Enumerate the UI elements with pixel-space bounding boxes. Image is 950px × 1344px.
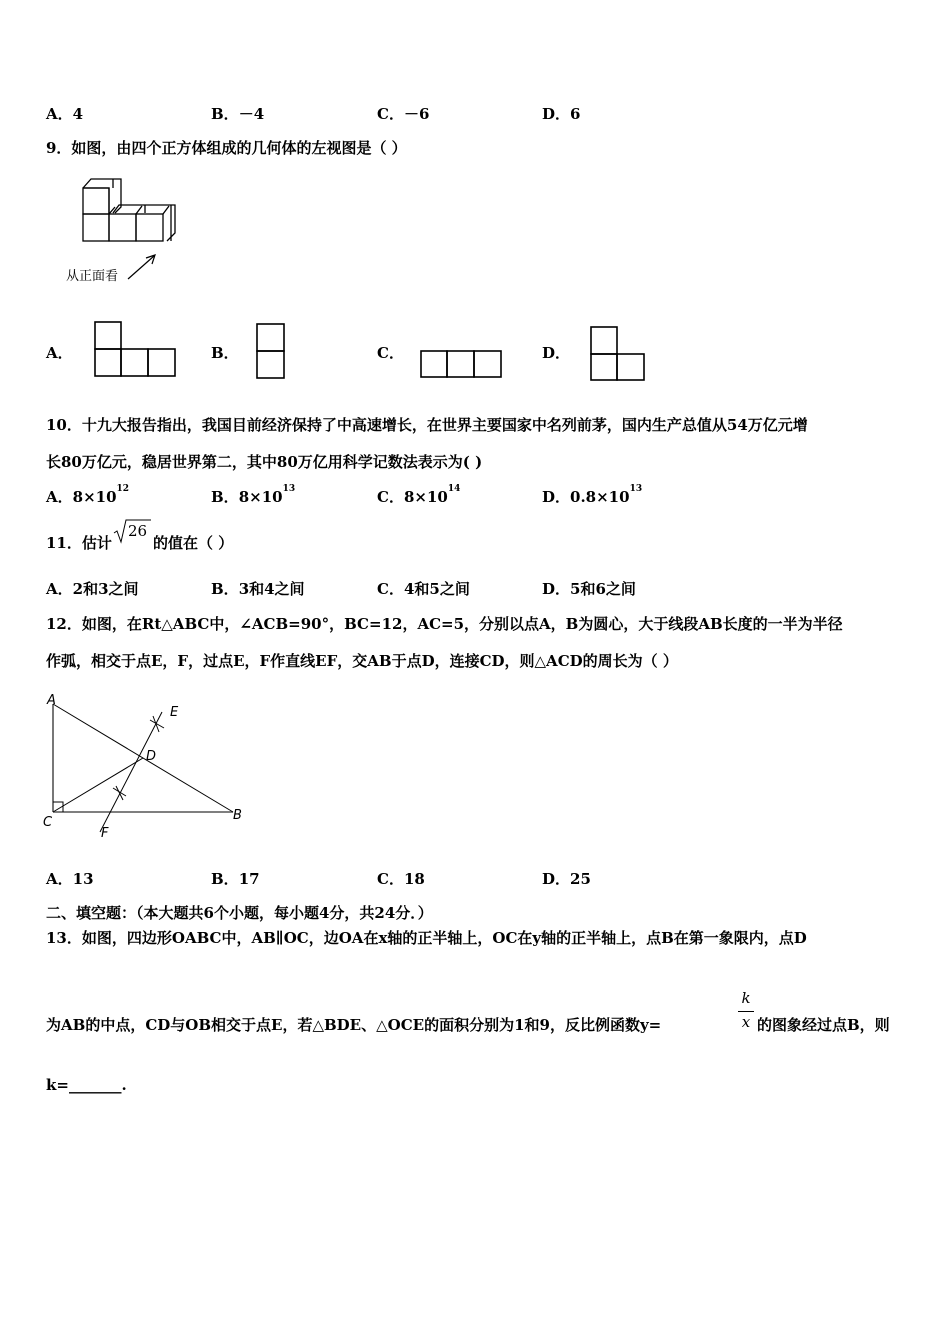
q10-option-c: C．$8\times 10^{14}$ bbox=[377, 484, 461, 506]
q13-stem-line2-prefix: 为AB的中点，CD与OB相交于点E，若△BDE、△OCE的面积分别为1和9，反比例函数y= bbox=[46, 1016, 662, 1034]
q12-option-d: D．25 bbox=[542, 870, 591, 888]
q13-fraction-denominator: x bbox=[741, 1013, 751, 1031]
q8-option-c: C．－6 bbox=[377, 105, 430, 123]
q11-radicand: 26 bbox=[128, 522, 148, 540]
q9-stem: 9．如图，由四个正方体组成的几何体的左视图是（ ） bbox=[46, 139, 407, 157]
q12-label-e: E bbox=[170, 705, 179, 720]
q13-stem-line1: 13．如图，四边形OABC中，AB∥OC，边OA在x轴的正半轴上，OC在y轴的正半轴上，点B在第一象限内，点D bbox=[46, 929, 807, 947]
q9-figure-caption: 从正面看 bbox=[66, 269, 119, 284]
q9-option-d-figure bbox=[590, 325, 648, 383]
q11-option-c: C．4和5之间 bbox=[377, 580, 470, 598]
q11-option-d: D．5和6之间 bbox=[542, 580, 636, 598]
q10-stem-line1: 10．十九大报告指出，我国目前经济保持了中高速增长，在世界主要国家中名列前茅，国内生产总值从54万亿元增 bbox=[46, 416, 808, 434]
q13-answer-line: k=_______. bbox=[46, 1076, 127, 1094]
q12-option-c: C．18 bbox=[377, 870, 425, 888]
q9-cube-figure bbox=[60, 176, 190, 286]
q10-option-a: A．$8\times 10^{12}$ bbox=[46, 484, 130, 506]
q10-stem-line2: 长80万亿元，稳居世界第二，其中80万亿用科学记数法表示为( ) bbox=[46, 453, 483, 471]
q9-option-a-figure bbox=[94, 320, 178, 384]
q9-option-c-figure bbox=[420, 349, 504, 381]
section2-heading: 二、填空题：（本大题共6个小题，每小题4分，共24分．） bbox=[46, 904, 433, 922]
q9-option-c: C． bbox=[377, 344, 404, 362]
q11-stem-suffix: 的值在（ ） bbox=[153, 534, 234, 552]
q11-option-b: B．3和4之间 bbox=[211, 580, 305, 598]
q11-option-a: A．2和3之间 bbox=[46, 580, 139, 598]
q9-option-a: A． bbox=[46, 344, 73, 362]
q10-option-d: D．$0.8\times 10^{13}$ bbox=[542, 484, 643, 506]
q13-fraction-numerator: k bbox=[741, 989, 751, 1007]
q13-stem-line2-suffix: 的图象经过点B，则 bbox=[757, 1016, 890, 1034]
q8-option-b: B．－4 bbox=[211, 105, 265, 123]
q12-option-a: A．13 bbox=[46, 870, 94, 888]
q9-option-b: B． bbox=[211, 344, 239, 362]
q13-fraction-bar bbox=[738, 1011, 754, 1012]
q11-stem-prefix: 11．估计 bbox=[46, 534, 112, 552]
q12-stem-line1: 12．如图，在Rt△ABC中，∠ACB=90°，BC=12，AC=5，分别以点A，B为圆心，大于线段AB长度的一半为半径 bbox=[46, 615, 843, 633]
q12-label-f: F bbox=[101, 826, 109, 841]
q12-label-d: D bbox=[146, 749, 157, 764]
q12-option-b: B．17 bbox=[211, 870, 260, 888]
q9-option-d: D． bbox=[542, 344, 571, 362]
q12-triangle-figure bbox=[40, 692, 250, 842]
q12-label-a: A bbox=[47, 693, 56, 708]
q8-option-a: A．4 bbox=[46, 105, 84, 123]
q10-option-b: B．$8\times 10^{13}$ bbox=[211, 484, 296, 506]
q8-option-d: D．6 bbox=[542, 105, 581, 123]
q9-option-b-figure bbox=[256, 322, 288, 380]
q12-label-b: B bbox=[233, 808, 242, 823]
q12-label-c: C bbox=[43, 815, 53, 830]
q12-stem-line2: 作弧，相交于点E，F，过点E，F作直线EF，交AB于点D，连接CD，则△ACD的周长为（ ） bbox=[46, 652, 678, 670]
